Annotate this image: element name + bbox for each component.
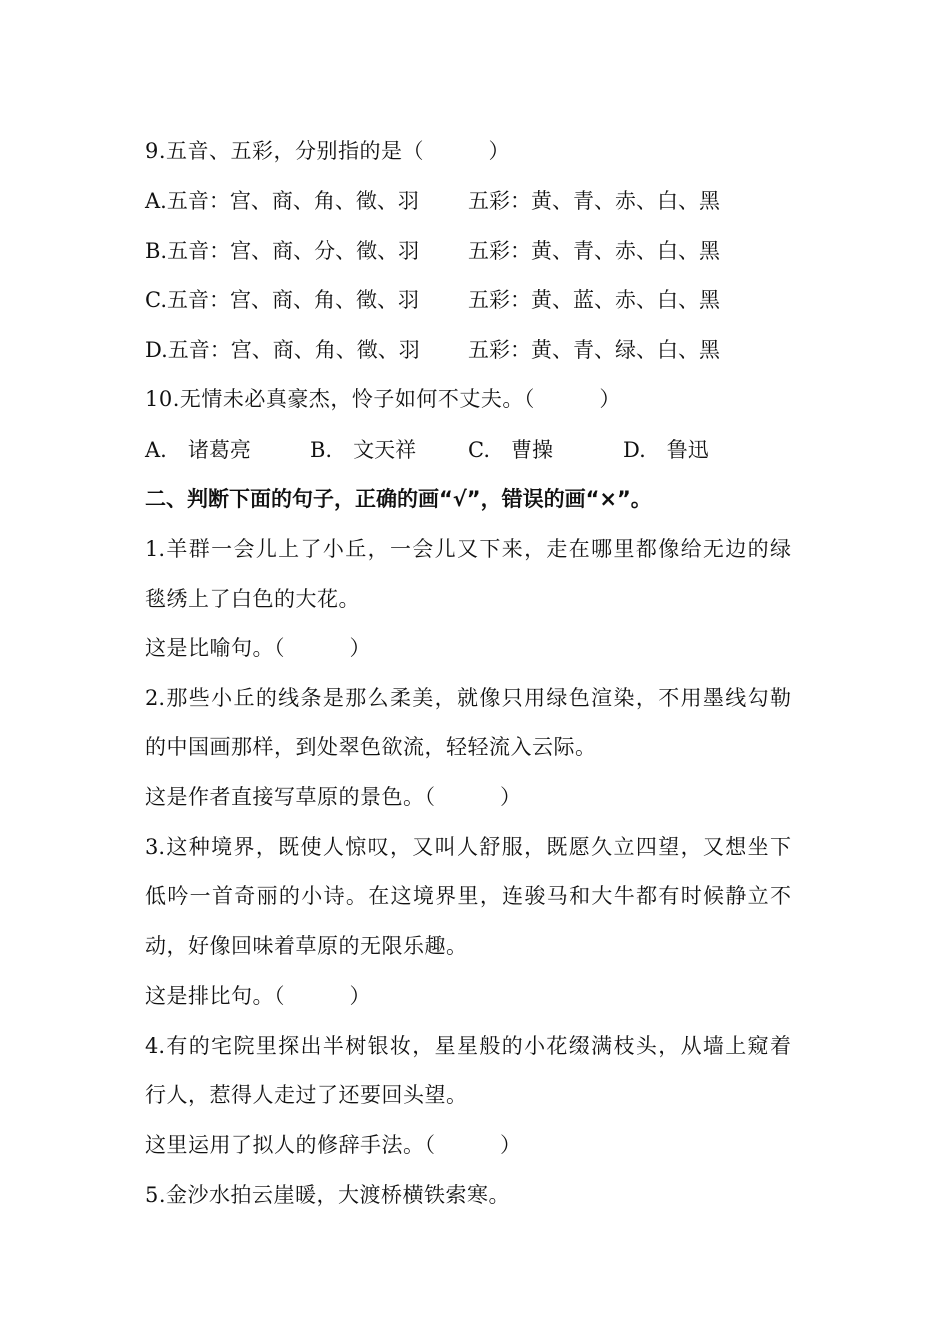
question-9-option-c [145, 285, 720, 315]
item-3-line-3: 动，好像回味着草原的无限乐趣。 [145, 934, 468, 958]
question-10-choice-b: B. 文天祥 [310, 438, 417, 462]
item-2-line-2: 的中国画那样，到处翠色欲流，轻轻流入云际。 [145, 735, 597, 759]
option-c-five-colors: 五彩：黄、蓝、赤、白、黑 [468, 288, 720, 312]
item-5-line-1: 5.金沙水拍云崖暖，大渡桥横铁索寒。 [145, 1183, 511, 1207]
option-d-five-tones: D.五音：宫、商、角、徵、羽 [145, 338, 420, 362]
item-4-judge: 这里运用了拟人的修辞手法。（ ） [145, 1133, 522, 1157]
item-4-line-2: 行人，惹得人走过了还要回头望。 [145, 1083, 468, 1107]
question-9-option-a [145, 186, 720, 216]
option-b-five-tones: B.五音：宫、商、分、徵、羽 [145, 239, 420, 263]
item-2-judge: 这是作者直接写草原的景色。（ ） [145, 785, 522, 809]
item-3-line-2: 低吟一首奇丽的小诗。在这境界里，连骏马和大牛都有时候静立不 [145, 884, 791, 908]
option-a-five-colors: 五彩：黄、青、赤、白、黑 [468, 189, 720, 213]
item-1-line-1: 1.羊群一会儿上了小丘，一会儿又下来，走在哪里都像给无边的绿 [145, 537, 791, 561]
option-d-five-colors: 五彩：黄、青、绿、白、黑 [468, 338, 720, 362]
question-9-option-b [145, 236, 720, 266]
option-b-five-colors: 五彩：黄、青、赤、白、黑 [468, 239, 720, 263]
item-2-line-1: 2.那些小丘的线条是那么柔美，就像只用绿色渲染，不用墨线勾勒 [145, 686, 791, 710]
question-10-choices [145, 435, 765, 465]
section-2-heading: 二、判断下面的句子，正确的画“√”，错误的画“×”。 [145, 487, 652, 511]
item-3-line-1: 3.这种境界，既使人惊叹，又叫人舒服，既愿久立四望，又想坐下 [145, 835, 791, 859]
question-10-stem: 10.无情未必真豪杰，怜子如何不丈夫。（ ） [145, 387, 621, 411]
question-10-choice-d: D. 鲁迅 [623, 438, 709, 462]
item-1-judge: 这是比喻句。（ ） [145, 636, 371, 660]
option-a-five-tones: A.五音：宫、商、角、徵、羽 [145, 189, 419, 213]
item-3-judge: 这是排比句。（ ） [145, 984, 371, 1008]
item-1-line-2: 毯绣上了白色的大花。 [145, 587, 360, 611]
question-10-choice-a: A. 诸葛亮 [145, 438, 251, 462]
question-9-stem: 9.五音、五彩，分别指的是（ ） [145, 139, 511, 163]
question-10-choice-c: C. 曹操 [468, 438, 553, 462]
option-c-five-tones: C.五音：宫、商、角、徵、羽 [145, 288, 419, 312]
question-9-option-d [145, 335, 720, 365]
item-4-line-1: 4.有的宅院里探出半树银妆，星星般的小花缀满枝头，从墙上窥着 [145, 1034, 791, 1058]
